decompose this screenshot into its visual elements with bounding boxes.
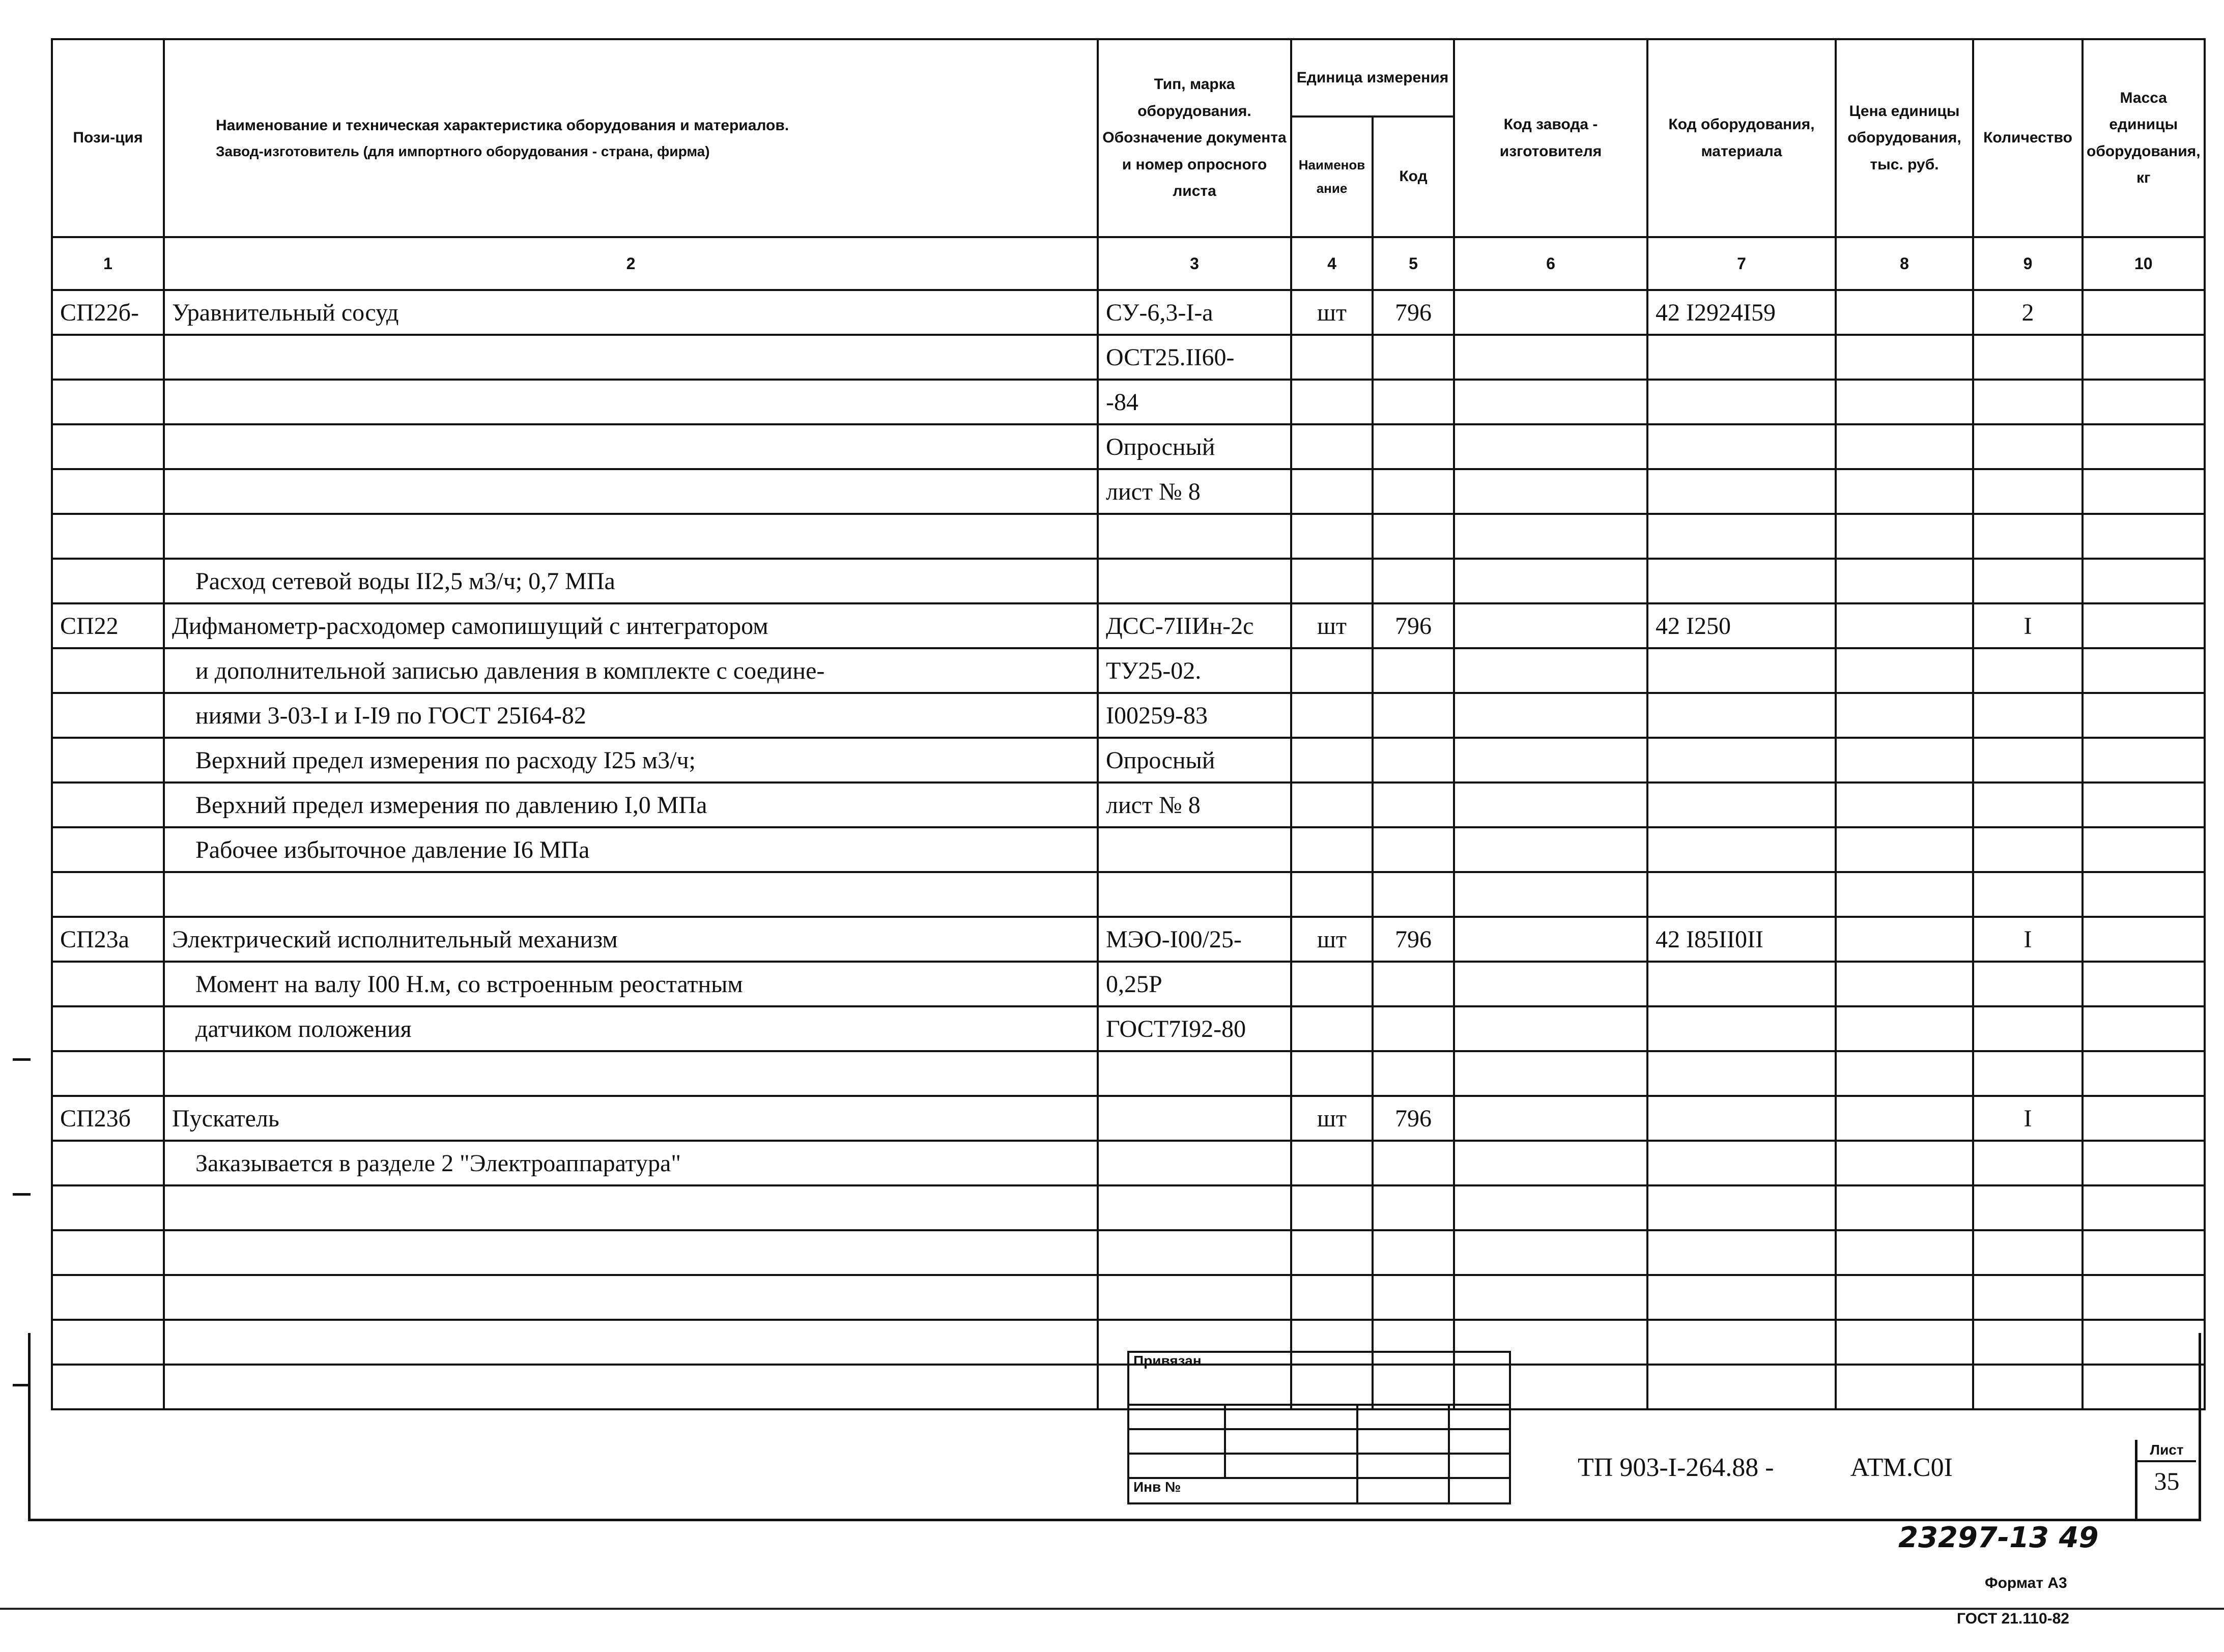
- col-number: 7: [1647, 237, 1836, 290]
- cell-mass: [2083, 782, 2205, 827]
- header-price: Цена единицы оборудования, тыс. руб.: [1836, 39, 1973, 237]
- cell-mfr-code: [1454, 1141, 1647, 1185]
- cell-price: [1836, 917, 1973, 962]
- cell-position: СП22: [52, 603, 164, 648]
- col-number: 6: [1454, 237, 1647, 290]
- cell-price: [1836, 738, 1973, 782]
- col-number: 4: [1291, 237, 1373, 290]
- cell-mass: [2083, 693, 2205, 738]
- cell-position: [52, 1051, 164, 1096]
- cell-name: Расход сетевой воды II2,5 м3/ч; 0,7 МПа: [164, 559, 1098, 603]
- table-row: [52, 1275, 2205, 1320]
- table-row: [52, 1006, 2205, 1051]
- cell-unit: шт: [1291, 917, 1373, 962]
- table-row: [52, 290, 2205, 335]
- col-number: 2: [164, 237, 1098, 290]
- table-row: [52, 917, 2205, 962]
- document-code-suffix: АТМ.С0I: [1850, 1453, 1953, 1482]
- cell-unit-code: [1373, 782, 1454, 827]
- cell-equip-code: [1647, 1096, 1836, 1141]
- cell-unit-code: 796: [1373, 290, 1454, 335]
- cell-mass: [2083, 1275, 2205, 1320]
- sheet-number: 35: [2154, 1467, 2180, 1495]
- cell-unit-code: [1373, 1051, 1454, 1096]
- cell-position: [52, 469, 164, 514]
- column-number-row: [52, 237, 2205, 290]
- cell-position: СП22б-: [52, 290, 164, 335]
- cell-unit: [1291, 738, 1373, 782]
- cell-quantity: [1973, 1185, 2083, 1230]
- cell-quantity: [1973, 962, 2083, 1006]
- table-row: [52, 648, 2205, 693]
- cell-unit-code: [1373, 1006, 1454, 1051]
- cell-quantity: [1973, 424, 2083, 469]
- header-position: Пози-ция: [52, 39, 164, 237]
- trim-line: [0, 1608, 2224, 1610]
- cell-unit-code: [1373, 1141, 1454, 1185]
- header-mass: Масса единицы оборудования, кг: [2083, 39, 2205, 237]
- cell-price: [1836, 1230, 1973, 1275]
- cell-mass: [2083, 1006, 2205, 1051]
- cell-mfr-code: [1454, 514, 1647, 559]
- cell-quantity: [1973, 469, 2083, 514]
- cell-mfr-code: [1454, 559, 1647, 603]
- col-number: 9: [1973, 237, 2083, 290]
- cell-position: [52, 559, 164, 603]
- col-number: 1: [52, 237, 164, 290]
- cell-price: [1836, 1185, 1973, 1230]
- col-number: 8: [1836, 237, 1973, 290]
- cell-name: [164, 1275, 1098, 1320]
- cell-equip-code: [1647, 1006, 1836, 1051]
- cell-price: [1836, 648, 1973, 693]
- cell-mfr-code: [1454, 603, 1647, 648]
- table-row: [52, 469, 2205, 514]
- cell-quantity: [1973, 1141, 2083, 1185]
- table-row: [52, 380, 2205, 424]
- cell-mfr-code: [1454, 1051, 1647, 1096]
- cell-position: [52, 738, 164, 782]
- cell-unit: [1291, 1141, 1373, 1185]
- header-unit-name: Наименование: [1291, 117, 1373, 237]
- cell-name: Момент на валу I00 Н.м, со встроенным реостатным: [164, 962, 1098, 1006]
- table-row: [52, 1096, 2205, 1141]
- cell-unit: [1291, 782, 1373, 827]
- cell-unit: [1291, 1230, 1373, 1275]
- cell-unit: [1291, 962, 1373, 1006]
- table-row: [52, 559, 2205, 603]
- cell-unit-code: [1373, 514, 1454, 559]
- cell-type: [1098, 1230, 1291, 1275]
- cell-type: -84: [1098, 380, 1291, 424]
- cell-quantity: I: [1973, 917, 2083, 962]
- cell-position: [52, 1185, 164, 1230]
- table-row: [52, 335, 2205, 380]
- cell-type: Опросный: [1098, 424, 1291, 469]
- cell-type: Опросный: [1098, 738, 1291, 782]
- cell-position: [52, 827, 164, 872]
- cell-quantity: [1973, 872, 2083, 917]
- cell-mfr-code: [1454, 648, 1647, 693]
- cell-unit-code: [1373, 469, 1454, 514]
- cell-unit: [1291, 872, 1373, 917]
- cell-equip-code: [1647, 1051, 1836, 1096]
- cell-unit: [1291, 1051, 1373, 1096]
- cell-quantity: [1973, 648, 2083, 693]
- cell-quantity: [1973, 1051, 2083, 1096]
- cell-quantity: I: [1973, 1096, 2083, 1141]
- table-row: [52, 962, 2205, 1006]
- cell-quantity: [1973, 827, 2083, 872]
- cell-position: [52, 380, 164, 424]
- cell-mass: [2083, 1141, 2205, 1185]
- cell-mfr-code: [1454, 872, 1647, 917]
- cell-price: [1836, 1096, 1973, 1141]
- cell-mass: [2083, 335, 2205, 380]
- cell-price: [1836, 290, 1973, 335]
- cell-name: [164, 335, 1098, 380]
- cell-name: Уравнительный сосуд: [164, 290, 1098, 335]
- cell-name: Пускатель: [164, 1096, 1098, 1141]
- cell-unit-code: 796: [1373, 1096, 1454, 1141]
- title-block-frame: [28, 1333, 2201, 1521]
- header-name-line1: Наименование и техническая характеристика оборудования и материалов.: [216, 117, 789, 134]
- cell-mass: [2083, 962, 2205, 1006]
- cell-unit-code: [1373, 559, 1454, 603]
- cell-mfr-code: [1454, 827, 1647, 872]
- cell-price: [1836, 827, 1973, 872]
- cell-equip-code: [1647, 693, 1836, 738]
- cell-name: [164, 424, 1098, 469]
- cell-type: [1098, 1051, 1291, 1096]
- table-row: [52, 738, 2205, 782]
- cell-mass: [2083, 1185, 2205, 1230]
- cell-mass: [2083, 1051, 2205, 1096]
- cell-quantity: [1973, 380, 2083, 424]
- cell-quantity: [1973, 782, 2083, 827]
- binding-tick: [13, 1384, 31, 1386]
- cell-quantity: [1973, 559, 2083, 603]
- cell-equip-code: [1647, 738, 1836, 782]
- archive-number: 23297-13 49: [1898, 1521, 2099, 1554]
- cell-type: [1098, 827, 1291, 872]
- inventory-label: Инв №: [1128, 1478, 1357, 1503]
- specification-table: [51, 38, 2206, 1410]
- cell-name: [164, 469, 1098, 514]
- cell-unit: [1291, 693, 1373, 738]
- cell-name: и дополнительной записью давления в комплекте с соедине-: [164, 648, 1098, 693]
- format-label: Формат А3: [1985, 1575, 2067, 1591]
- cell-equip-code: [1647, 1275, 1836, 1320]
- cell-mfr-code: [1454, 1185, 1647, 1230]
- cell-type: ТУ25-02.: [1098, 648, 1291, 693]
- cell-mass: [2083, 872, 2205, 917]
- cell-unit: [1291, 424, 1373, 469]
- cell-position: [52, 335, 164, 380]
- cell-name: датчиком положения: [164, 1006, 1098, 1051]
- cell-price: [1836, 514, 1973, 559]
- cell-unit: [1291, 1006, 1373, 1051]
- cell-mass: [2083, 380, 2205, 424]
- cell-type: [1098, 1275, 1291, 1320]
- cell-position: [52, 1230, 164, 1275]
- cell-unit: [1291, 469, 1373, 514]
- cell-name: Дифманометр-расходомер самопишущий с интегратором: [164, 603, 1098, 648]
- cell-unit: [1291, 1275, 1373, 1320]
- cell-price: [1836, 559, 1973, 603]
- cell-equip-code: [1647, 380, 1836, 424]
- table-row: [52, 1230, 2205, 1275]
- cell-unit-code: [1373, 1275, 1454, 1320]
- cell-name: [164, 514, 1098, 559]
- cell-price: [1836, 782, 1973, 827]
- header-unit-code: Код: [1373, 117, 1454, 237]
- cell-mass: [2083, 603, 2205, 648]
- cell-price: [1836, 380, 1973, 424]
- cell-unit-code: [1373, 693, 1454, 738]
- cell-mfr-code: [1454, 469, 1647, 514]
- cell-mfr-code: [1454, 290, 1647, 335]
- cell-name: [164, 872, 1098, 917]
- cell-type: ГОСТ7I92-80: [1098, 1006, 1291, 1051]
- cell-mfr-code: [1454, 1230, 1647, 1275]
- cell-unit: [1291, 648, 1373, 693]
- cell-price: [1836, 424, 1973, 469]
- cell-mass: [2083, 917, 2205, 962]
- cell-quantity: [1973, 1006, 2083, 1051]
- table-row: [52, 782, 2205, 827]
- cell-unit-code: [1373, 380, 1454, 424]
- cell-type: лист № 8: [1098, 469, 1291, 514]
- cell-price: [1836, 962, 1973, 1006]
- cell-mfr-code: [1454, 782, 1647, 827]
- cell-mass: [2083, 1096, 2205, 1141]
- cell-name: Верхний предел измерения по давлению I,0 МПа: [164, 782, 1098, 827]
- sheet-box: [2135, 1440, 2196, 1519]
- cell-name: Рабочее избыточное давление I6 МПа: [164, 827, 1098, 872]
- cell-unit: [1291, 514, 1373, 559]
- cell-price: [1836, 335, 1973, 380]
- col-number: 10: [2083, 237, 2205, 290]
- cell-equip-code: [1647, 962, 1836, 1006]
- cell-type: [1098, 1141, 1291, 1185]
- cell-quantity: [1973, 1230, 2083, 1275]
- table-row: [52, 872, 2205, 917]
- cell-mfr-code: [1454, 335, 1647, 380]
- cell-unit: [1291, 380, 1373, 424]
- table-row: [52, 603, 2205, 648]
- cell-unit: [1291, 559, 1373, 603]
- cell-type: МЭО-I00/25-: [1098, 917, 1291, 962]
- cell-equip-code: [1647, 1230, 1836, 1275]
- cell-mfr-code: [1454, 424, 1647, 469]
- cell-quantity: [1973, 1275, 2083, 1320]
- cell-mfr-code: [1454, 380, 1647, 424]
- binding-tick: [13, 1193, 31, 1196]
- cell-type: [1098, 1185, 1291, 1230]
- cell-mass: [2083, 469, 2205, 514]
- cell-price: [1836, 469, 1973, 514]
- cell-type: I00259-83: [1098, 693, 1291, 738]
- cell-unit-code: 796: [1373, 603, 1454, 648]
- cell-mass: [2083, 738, 2205, 782]
- cell-name: Заказывается в разделе 2 "Электроаппаратура": [164, 1141, 1098, 1185]
- table-row: [52, 514, 2205, 559]
- cell-equip-code: [1647, 648, 1836, 693]
- cell-unit: [1291, 827, 1373, 872]
- header-name: [164, 39, 1098, 237]
- cell-equip-code: [1647, 559, 1836, 603]
- col-number: 3: [1098, 237, 1291, 290]
- cell-mfr-code: [1454, 693, 1647, 738]
- cell-price: [1836, 1051, 1973, 1096]
- table-row: [52, 1051, 2205, 1096]
- cell-mfr-code: [1454, 962, 1647, 1006]
- cell-price: [1836, 1141, 1973, 1185]
- header-name-line2: Завод-изготовитель (для импортного оборудования - страна, фирма): [216, 143, 710, 160]
- cell-unit: шт: [1291, 290, 1373, 335]
- cell-quantity: 2: [1973, 290, 2083, 335]
- cell-price: [1836, 603, 1973, 648]
- cell-price: [1836, 1275, 1973, 1320]
- cell-position: [52, 1006, 164, 1051]
- cell-position: [52, 514, 164, 559]
- header-type: Тип, марка оборудования. Обозначение документа и номер опросного листа: [1098, 39, 1291, 237]
- cell-equip-code: 42 I250: [1647, 603, 1836, 648]
- sheet-label: Лист: [2137, 1440, 2196, 1462]
- cell-unit: шт: [1291, 1096, 1373, 1141]
- header-quantity: Количество: [1973, 39, 2083, 237]
- document-code: [1578, 1453, 1953, 1483]
- cell-price: [1836, 1006, 1973, 1051]
- cell-quantity: [1973, 738, 2083, 782]
- header-unit-group: Единица измерения: [1291, 39, 1454, 117]
- cell-quantity: [1973, 693, 2083, 738]
- table-row: [52, 693, 2205, 738]
- cell-mass: [2083, 648, 2205, 693]
- cell-equip-code: [1647, 469, 1836, 514]
- cell-position: СП23а: [52, 917, 164, 962]
- cell-mfr-code: [1454, 917, 1647, 962]
- cell-unit-code: [1373, 424, 1454, 469]
- linked-label: Привязан: [1128, 1352, 1510, 1405]
- cell-position: [52, 1141, 164, 1185]
- cell-type: [1098, 1096, 1291, 1141]
- cell-position: [52, 962, 164, 1006]
- cell-quantity: I: [1973, 603, 2083, 648]
- header-mfr-code: Код завода - изготовителя: [1454, 39, 1647, 237]
- cell-position: [52, 782, 164, 827]
- col-number: 5: [1373, 237, 1454, 290]
- approval-stamp: [1127, 1351, 1511, 1504]
- cell-type: 0,25Р: [1098, 962, 1291, 1006]
- cell-mass: [2083, 559, 2205, 603]
- cell-unit-code: [1373, 827, 1454, 872]
- cell-price: [1836, 693, 1973, 738]
- table-row: [52, 1185, 2205, 1230]
- cell-equip-code: [1647, 424, 1836, 469]
- gost-label: ГОСТ 21.110-82: [1957, 1610, 2069, 1627]
- cell-type: [1098, 559, 1291, 603]
- cell-equip-code: [1647, 782, 1836, 827]
- cell-type: [1098, 872, 1291, 917]
- document-code-main: ТП 903-I-264.88 -: [1578, 1453, 1774, 1482]
- cell-quantity: [1973, 514, 2083, 559]
- cell-equip-code: 42 I2924I59: [1647, 290, 1836, 335]
- cell-position: СП23б: [52, 1096, 164, 1141]
- cell-name: [164, 1051, 1098, 1096]
- cell-unit-code: [1373, 648, 1454, 693]
- cell-unit-code: 796: [1373, 917, 1454, 962]
- cell-equip-code: [1647, 1141, 1836, 1185]
- cell-equip-code: 42 I85II0II: [1647, 917, 1836, 962]
- cell-unit: шт: [1291, 603, 1373, 648]
- cell-type: [1098, 514, 1291, 559]
- cell-unit-code: [1373, 872, 1454, 917]
- cell-name: ниями 3-03-I и I-I9 по ГОСТ 25I64-82: [164, 693, 1098, 738]
- cell-type: СУ-6,3-I-а: [1098, 290, 1291, 335]
- cell-mfr-code: [1454, 1006, 1647, 1051]
- cell-mfr-code: [1454, 1275, 1647, 1320]
- cell-mass: [2083, 827, 2205, 872]
- cell-name: [164, 380, 1098, 424]
- cell-position: [52, 693, 164, 738]
- cell-name: [164, 1185, 1098, 1230]
- cell-mass: [2083, 424, 2205, 469]
- cell-unit: [1291, 1185, 1373, 1230]
- cell-equip-code: [1647, 872, 1836, 917]
- binding-tick: [13, 1058, 31, 1061]
- cell-mass: [2083, 1230, 2205, 1275]
- table-row: [52, 424, 2205, 469]
- cell-type: лист № 8: [1098, 782, 1291, 827]
- cell-type: ОСТ25.II60-: [1098, 335, 1291, 380]
- cell-unit-code: [1373, 1230, 1454, 1275]
- cell-unit: [1291, 335, 1373, 380]
- cell-mass: [2083, 290, 2205, 335]
- cell-position: [52, 424, 164, 469]
- header-row: [52, 39, 2205, 117]
- cell-position: [52, 872, 164, 917]
- cell-mfr-code: [1454, 1096, 1647, 1141]
- cell-name: [164, 1230, 1098, 1275]
- cell-name: Электрический исполнительный механизм: [164, 917, 1098, 962]
- cell-equip-code: [1647, 514, 1836, 559]
- cell-mass: [2083, 514, 2205, 559]
- cell-price: [1836, 872, 1973, 917]
- cell-equip-code: [1647, 1185, 1836, 1230]
- specification-body: [52, 290, 2205, 1409]
- cell-unit-code: [1373, 962, 1454, 1006]
- cell-position: [52, 1275, 164, 1320]
- cell-position: [52, 648, 164, 693]
- table-row: [52, 1141, 2205, 1185]
- cell-quantity: [1973, 335, 2083, 380]
- table-row: [52, 827, 2205, 872]
- cell-unit-code: [1373, 1185, 1454, 1230]
- cell-equip-code: [1647, 827, 1836, 872]
- cell-mfr-code: [1454, 738, 1647, 782]
- cell-unit-code: [1373, 335, 1454, 380]
- cell-unit-code: [1373, 738, 1454, 782]
- cell-equip-code: [1647, 335, 1836, 380]
- header-equip-code: Код оборудования, материала: [1647, 39, 1836, 237]
- cell-name: Верхний предел измерения по расходу I25 м3/ч;: [164, 738, 1098, 782]
- cell-type: ДСС-7IIИн-2с: [1098, 603, 1291, 648]
